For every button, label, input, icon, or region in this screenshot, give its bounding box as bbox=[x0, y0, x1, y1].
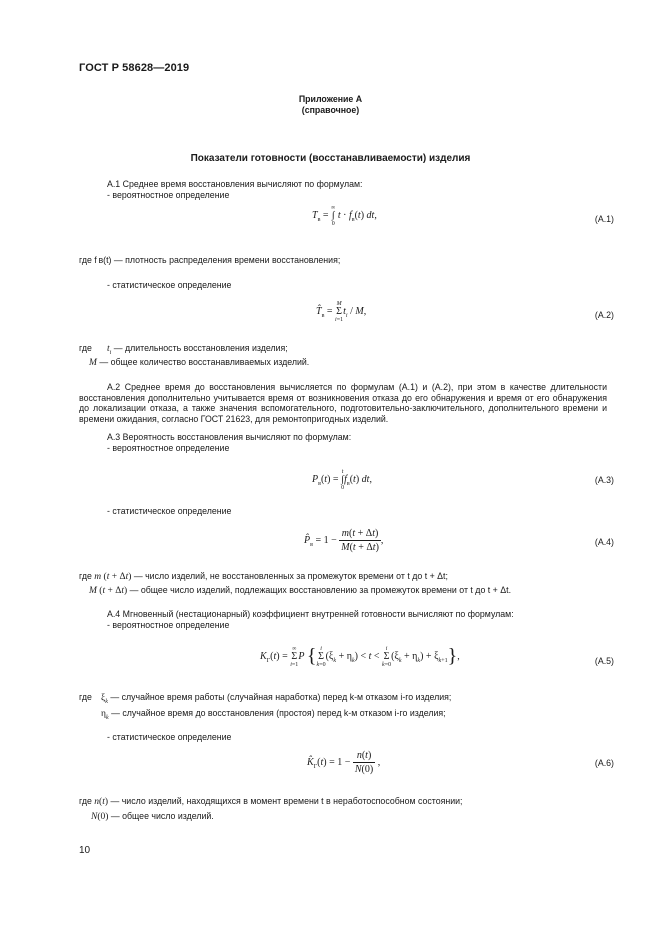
equation-number-a3: (А.3) bbox=[594, 475, 614, 485]
a3-where-M: M (t + Δt) — общее число изделий, подлежащих восстановлению за промежуток времени от t до t + Δt. bbox=[89, 585, 512, 596]
section-title: Показатели готовности (восстанавливаемости) изделия bbox=[190, 153, 471, 164]
formula-a5: $K_Г(t)$ = ∞ Σ i=1P { i Σ $k=0(\xi_k + \eta_k) < t < i$ Σ $k=0(\xi_k + \eta_k) + \xi_{k+1}$}, bbox=[260, 645, 460, 668]
a1-where-duration: где $t_i$ — длительность восстановления изделия; bbox=[79, 343, 288, 356]
page-number: 10 bbox=[79, 845, 91, 856]
a4-prob-label: - вероятностное определение bbox=[107, 620, 230, 630]
formula-a3: $P_в(t) = t$ ∫ $0f_в(t)$ dt, bbox=[312, 469, 372, 491]
equation-number-a2: (А.2) bbox=[594, 310, 614, 320]
a1-where-density: где f в(t) — плотность распределения времени восстановления; bbox=[79, 255, 341, 265]
appendix-title: Приложение А bbox=[298, 94, 363, 104]
a4-stat-label: - статистическое определение bbox=[107, 732, 232, 742]
a4-where-eta: $\eta_k$ — случайное время до восстановления (простоя) перед k-м отказом i-го изделия; bbox=[101, 708, 446, 721]
a4-intro: А.4 Мгновенный (нестационарный) коэффициент внутренней готовности вычисляют по формулам: bbox=[107, 609, 514, 619]
a3-where-m: где m (t + Δt) — число изделий, не восстановленных за промежуток времени от t до t + Δt; bbox=[79, 571, 448, 582]
formula-a2: $T̂_в = M$ Σ $i=1t_i / M$, bbox=[316, 301, 367, 323]
formula-a1: $T_в$ = ∞ ∫ 0 $t \cdot f_в(t)$ dt, bbox=[312, 205, 377, 227]
a2-paragraph: А.2 Среднее время до восстановления вычисляется по формулам (А.1) и (А.2), при этом в качестве длительности восстановления дополнительно учитывается время от возникновения отказа до его обнаружения и время от его обнаружения до локализации отказа, а также значения вспомогательного, подготовительно-заключительного, дополнительного времени и времени ожидания, согласно ГОСТ 21623, для ремонтопригодных изделий. bbox=[79, 382, 607, 424]
a4-where-N: N(0) — общее число изделий. bbox=[91, 811, 214, 822]
equation-number-a1: (А.1) bbox=[594, 214, 614, 224]
appendix-subtitle: (справочное) bbox=[301, 105, 360, 115]
a3-intro: А.3 Вероятность восстановления вычисляют по формулам: bbox=[107, 432, 352, 442]
a4-where-xi: где $\xi_k$ — случайное время работы (случайная наработка) перед k-м отказом i-го изделия; bbox=[79, 692, 452, 705]
a1-prob-label: - вероятностное определение bbox=[107, 190, 230, 200]
a1-where-count: M — общее количество восстанавливаемых изделий. bbox=[89, 357, 310, 368]
document-code: ГОСТ Р 58628—2019 bbox=[79, 62, 190, 74]
equation-number-a6: (А.6) bbox=[594, 758, 614, 768]
a3-stat-label: - статистическое определение bbox=[107, 506, 232, 516]
equation-number-a4: (А.4) bbox=[594, 537, 614, 547]
a1-stat-label: - статистическое определение bbox=[107, 280, 232, 290]
formula-a6: $K̂_Г(t) = 1$ − $\frac{n(t)}{N(0)}$ , bbox=[307, 750, 381, 775]
a1-intro: А.1 Среднее время восстановления вычисляют по формулам: bbox=[107, 179, 363, 189]
formula-a4: $P̂_в = 1$ − $\frac{m(t + \Delta t)}{M(t + \Delta t)}$ , bbox=[304, 528, 384, 553]
a3-prob-label: - вероятностное определение bbox=[107, 443, 230, 453]
equation-number-a5: (А.5) bbox=[594, 656, 614, 666]
a4-where-n: где n(t) — число изделий, находящихся в момент времени t в неработоспособном состоянии; bbox=[79, 796, 463, 807]
